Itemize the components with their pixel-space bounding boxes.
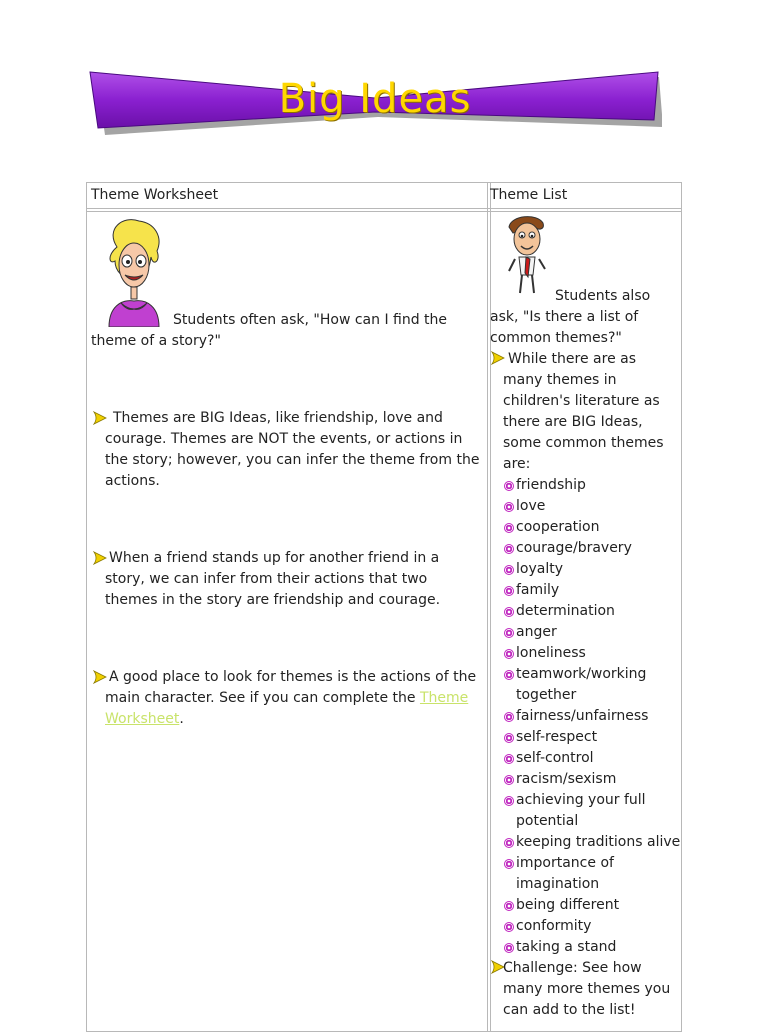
purple-spiral-icon: [504, 796, 514, 806]
boy-intro-line2: ask, "Is there a list of: [490, 309, 639, 325]
girl-question-line1: Students often ask, "How can I find the: [173, 312, 448, 328]
purple-spiral-icon: [504, 502, 514, 512]
while-line6: are:: [503, 456, 531, 472]
while-line4: there are BIG Ideas,: [503, 414, 643, 430]
theme-item: anger: [504, 622, 682, 643]
para2-line2: story, we can infer from their actions that two: [105, 571, 428, 587]
para2-line3: themes in the story are friendship and courage.: [105, 592, 441, 608]
purple-spiral-icon: [504, 481, 514, 491]
purple-spiral-icon: [504, 712, 514, 722]
yellow-arrow-icon: [93, 670, 107, 684]
challenge-line3: can add to the list!: [503, 1002, 636, 1018]
para3-line2-text: main character. See if you can complete the: [105, 690, 416, 706]
theme-item: cooperation: [504, 517, 682, 538]
theme-worksheet-link[interactable]: Theme: [419, 690, 469, 706]
para1-line2: courage. Themes are NOT the events, or actions in: [105, 431, 463, 447]
purple-spiral-icon: [504, 649, 514, 659]
purple-spiral-icon: [504, 523, 514, 533]
theme-item: teamwork/working together: [504, 664, 682, 706]
theme-item: conformity: [504, 916, 682, 937]
header-divider: [87, 211, 681, 212]
theme-item: taking a stand: [504, 937, 682, 958]
purple-spiral-icon: [504, 901, 514, 911]
while-line5: some common themes: [503, 435, 664, 451]
theme-item: determination: [504, 601, 682, 622]
theme-item: love: [504, 496, 682, 517]
page-title: Big Ideas: [278, 76, 472, 122]
while-line3: children's literature as: [503, 393, 660, 409]
theme-item: family: [504, 580, 682, 601]
purple-spiral-icon: [504, 670, 514, 680]
theme-worksheet-link-cont[interactable]: Worksheet: [105, 711, 180, 727]
boy-intro-line1: Students also: [555, 288, 651, 304]
purple-spiral-icon: [504, 628, 514, 638]
para1-line4: actions.: [105, 473, 160, 489]
theme-table: [86, 182, 682, 1032]
girl-question-line2: theme of a story?": [91, 333, 221, 349]
header-divider: [87, 208, 681, 209]
para3-line1: A good place to look for themes is the actions of the: [109, 669, 477, 685]
purple-spiral-icon: [504, 754, 514, 764]
purple-spiral-icon: [504, 607, 514, 617]
para3-line3: [105, 709, 184, 730]
boy-cartoon-icon: [501, 213, 551, 295]
theme-item: achieving your full potential: [504, 790, 682, 832]
theme-item: importance of imagination: [504, 853, 682, 895]
para1-line3: the story; however, you can infer the theme from the: [105, 452, 480, 468]
theme-list-header: Theme List: [490, 187, 568, 203]
girl-cartoon-icon: [103, 217, 165, 327]
purple-spiral-icon: [504, 565, 514, 575]
while-line2: many themes in: [503, 372, 617, 388]
theme-item: self-control: [504, 748, 682, 769]
challenge-line1: Challenge: See how: [503, 960, 642, 976]
column-divider: [487, 183, 488, 1031]
purple-spiral-icon: [504, 922, 514, 932]
purple-spiral-icon: [504, 838, 514, 848]
theme-item: loyalty: [504, 559, 682, 580]
banner: [88, 70, 662, 136]
theme-item: friendship: [504, 475, 682, 496]
purple-spiral-icon: [504, 775, 514, 785]
para2-line1: When a friend stands up for another friend in a: [109, 550, 440, 566]
theme-item: self-respect: [504, 727, 682, 748]
theme-item: fairness/unfairness: [504, 706, 682, 727]
para3-end: .: [179, 711, 184, 727]
para1-line1: Themes are BIG Ideas, like friendship, love and: [113, 410, 443, 426]
while-line1: While there are as: [508, 351, 637, 367]
purple-spiral-icon: [504, 943, 514, 953]
boy-intro-line3: common themes?": [490, 330, 622, 346]
yellow-arrow-icon: [93, 551, 107, 565]
purple-spiral-icon: [504, 859, 514, 869]
purple-spiral-icon: [504, 586, 514, 596]
theme-item: being different: [504, 895, 682, 916]
challenge-line2: many more themes you: [503, 981, 671, 997]
theme-list: [504, 475, 682, 958]
theme-worksheet-header: Theme Worksheet: [91, 187, 219, 203]
yellow-arrow-icon: [491, 351, 505, 365]
theme-item: courage/bravery: [504, 538, 682, 559]
purple-spiral-icon: [504, 544, 514, 554]
theme-item: loneliness: [504, 643, 682, 664]
theme-item: keeping traditions alive: [504, 832, 682, 853]
theme-item: racism/sexism: [504, 769, 682, 790]
para3-line2: [105, 688, 468, 709]
yellow-arrow-icon: [93, 411, 107, 425]
purple-spiral-icon: [504, 733, 514, 743]
